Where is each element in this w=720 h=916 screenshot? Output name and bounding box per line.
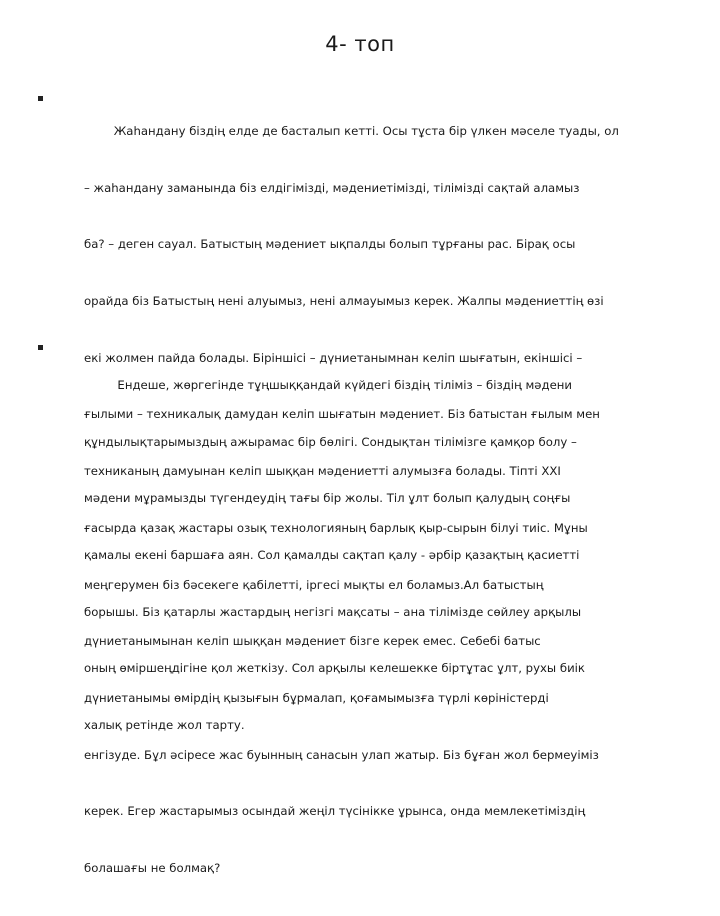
text-line: ба? – деген сауал. Батыстың мәдениет ықпалды болып тұрғаны рас. Бірақ осы <box>84 237 576 252</box>
text-line: дүниетанымы өмірдің қызығын бұрмалап, қоғамымызға түрлі көріністерді <box>84 691 549 705</box>
text-line: халық ретінде жол тарту. <box>84 718 245 733</box>
text-line: керек. Егер жастарымыз осындай жеңіл түсінікке ұрынса, онда мемлекетіміздің <box>84 804 586 819</box>
text-line: мәдени мұрамызды түгендеудің тағы бір жолы. Тіл ұлт болып қалудың соңғы <box>84 491 571 506</box>
text-line: қамалы екені баршаға аян. Сол қамалды сақтап қалу - әрбір қазақтың қасиетті <box>84 547 580 562</box>
text-line: меңгерумен біз бәсекеге қабілетті, іргесі мықты ел боламыз.Ал батыстың <box>84 577 544 592</box>
text-line: техниканың дамуынан келіп шыққан мәдениетті алумызға болады. Тіпті XXI <box>84 464 561 479</box>
bullet-marker <box>38 345 43 350</box>
text-line: – жаһандану заманында біз елдігімізді, мәдениетімізді, тілімізді сақтай аламыз <box>84 180 580 195</box>
text-line: құндылықтарымыздың ажырамас бір бөлігі. Сондықтан тілімізге қамқор болу – <box>84 434 577 449</box>
text-line: оның өміршеңдігіне қол жеткізу. Сол арқылы келешекке біртұтас ұлт, рухы биік <box>84 661 585 676</box>
paragraph-2 <box>84 338 684 773</box>
text-line: болашағы не болмақ? <box>84 861 221 876</box>
text-line: Жаһандану біздің елде де басталып кетті. Осы тұста бір үлкен мәселе туады, ол <box>84 123 619 138</box>
slide-title: 4- топ <box>325 32 395 56</box>
bullet-marker <box>38 96 43 101</box>
text-line: енгізуде. Бұл әсіресе жас буынның санасын улап жатыр. Біз бұған жол бермеуіміз <box>84 747 599 762</box>
text-line: ғасырда қазақ жастары озық технологияның барлық қыр-сырын білуі тиіс. Мұны <box>84 520 588 535</box>
text-line: екі жолмен пайда болады. Біріншісі – дүниетанымнан келіп шығатын, екіншісі – <box>84 350 583 365</box>
text-line: ғылыми – техникалық дамудан келіп шығатын мәдениет. Біз батыстан ғылым мен <box>84 407 600 422</box>
text-line: Ендеше, жөргегінде тұңшыққандай күйдегі біздің тіліміз – біздің мәдени <box>84 377 572 392</box>
text-line: дүниетанымынан келіп шыққан мәдениет бізге керек емес. Себебі батыс <box>84 634 541 649</box>
text-line: орайда біз Батыстың нені алуымыз, нені алмауымыз керек. Жалпы мәдениеттің өзі <box>84 293 604 308</box>
text-line: борышы. Біз қатарлы жастардың негізгі мақсаты – ана тілімізде сөйлеу арқылы <box>84 604 582 619</box>
